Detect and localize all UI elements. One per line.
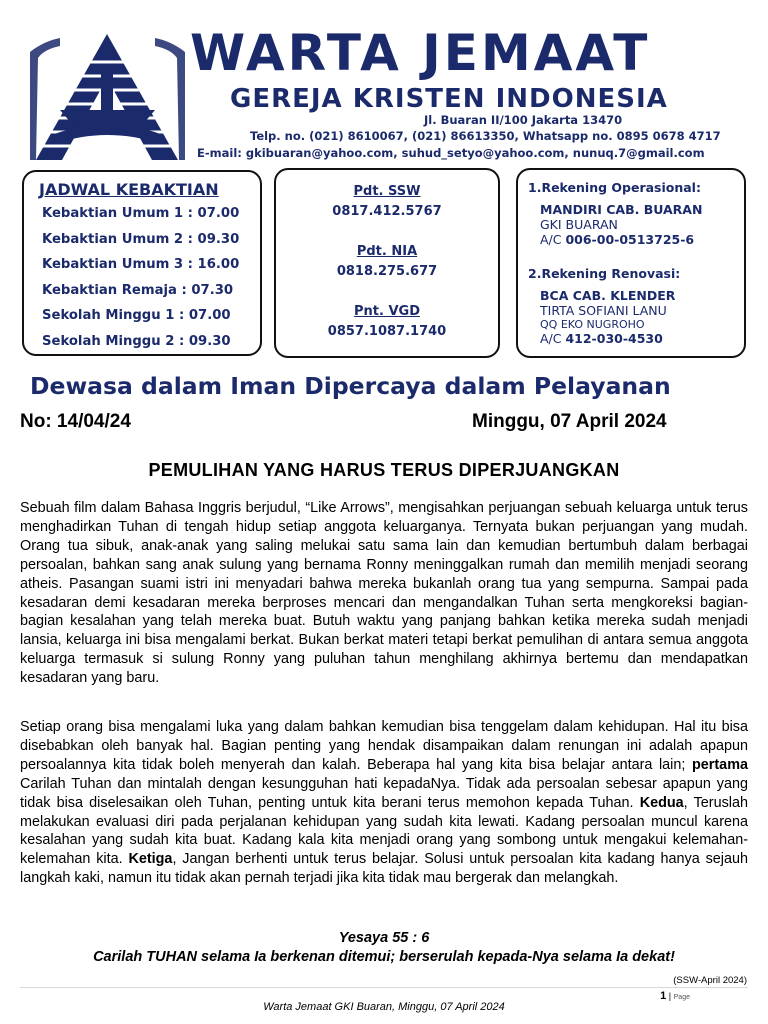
church-phone: Telp. no. (021) 8610067, (021) 86613350, Whatsapp no. 0895 0678 4717 — [250, 129, 721, 143]
renovation-account-name: TIRTA SOFIANI LANU — [540, 303, 667, 318]
masthead-title: WARTA JEMAAT — [190, 24, 651, 82]
pastor-name: Pdt. NIA — [356, 244, 418, 259]
ac-number: 412-030-4530 — [565, 331, 663, 346]
schedule-box — [22, 170, 262, 356]
motto: Dewasa dalam Iman Dipercaya dalam Pelayanan — [30, 372, 671, 400]
pastor-phone: 0857.1087.1740 — [327, 324, 447, 339]
renovation-account-number — [540, 331, 663, 346]
schedule-item: Sekolah Minggu 2 : 09.30 — [42, 334, 231, 349]
schedule-item: Kebaktian Umum 3 : 16.00 — [42, 257, 240, 272]
renovation-account-qq: QQ EKO NUGROHO — [540, 318, 645, 331]
page-number-value: 1 — [660, 990, 667, 1002]
article-paragraph-1: Sebuah film dalam Bahasa Inggris berjudul, “Like Arrows”, mengisahkan perjuangan sebuah keluarga untuk terus menghadirkan Tuhan di tengah hidup setiap anggota keluarganya. Ternyata bukan perjuangan yang mudah. Orang tua sibuk, anak-anak yang saling melukai satu sama lain dan kemudian bertumbuh dalam berbagai persoalan, bahkan sang anak sulung yang bernama Ronny meninggalkan rumah dan memilih menjadi seorang atheis. Pasangan suami istri ini menyadari bahwa mereka bukanlah orang tua yang sempurna. Sampai pada kesadaran demi kesadaran mereka berproses mencari dan mengandalkan Tuhan serta mengkoreksi bagian-bagian kesalahan yang telah mereka buat. Butuh waktu yang panjang bahkan ketika mereka sudah menjadi lansia, keluarga ini bisa mengalami berkat. Bukan berkat materi tetapi berkat pemulihan di antara semua anggota keluarga termasuk si sulung Ronny yang puluhan tahun menghilang akhirnya bertemu dan mendapatkan kesadaran yang baru. — [20, 500, 748, 687]
renovation-account-heading: 2.Rekening Renovasi: — [528, 266, 681, 281]
renovation-bank: BCA CAB. KLENDER — [540, 288, 676, 303]
church-address: Jl. Buaran II/100 Jakarta 13470 — [424, 113, 623, 127]
bible-verse-reference: Yesaya 55 : 6 — [338, 930, 430, 946]
pastor-contacts-box — [274, 168, 500, 358]
paragraph-text: , Jangan berhenti untuk terus belajar. Solusi untuk persoalan kita kadang hanya sejauh langkah kaki, namun itu tidak akan pernah terjadi jika kita tidak mau bergerak dan melangkah. — [20, 851, 748, 887]
operational-bank: MANDIRI CAB. BUARAN — [540, 202, 703, 217]
paragraph-text: Setiap orang bisa mengalami luka yang dalam bahkan kemudian bisa tenggelam dalam kehidupan. Hal itu bisa disebabkan oleh banyak hal. Bagian penting yang hendak disampaikan dalam renungan ini adalah apapun persoalannya kita tidak boleh menyerah dan kalah. Beberapa hal yang kita bisa belajar antara lain; — [20, 719, 748, 773]
operational-account-heading: 1.Rekening Operasional: — [528, 180, 701, 195]
schedule-item: Kebaktian Umum 2 : 09.30 — [42, 232, 240, 247]
schedule-heading: JADWAL KEBAKTIAN — [39, 180, 219, 199]
gki-logo-icon — [30, 32, 185, 162]
ac-number: 006-00-0513725-6 — [565, 232, 695, 247]
ac-prefix: A/C — [540, 331, 566, 346]
article-paragraph-2 — [20, 718, 748, 888]
emphasis-pertama: pertama — [692, 756, 748, 773]
operational-account-name: GKI BUARAN — [540, 217, 618, 232]
pastor-phone: 0818.275.677 — [336, 264, 438, 279]
paragraph-text: , Teruslah melakukan evaluasi diri pada perjalanan kehidupan yang sudah kita lewati. Kadang persoalan muncul karena kesalahan yang sudah kita buat. Kadang kala kita menjadi orang yang sombong untuk mengakui kelemahan-kelemahan kita. — [20, 794, 748, 868]
emphasis-kedua: Kedua — [639, 794, 684, 811]
operational-account-number — [540, 232, 694, 247]
schedule-item: Sekolah Minggu 1 : 07.00 — [42, 308, 231, 323]
pastor-name: Pdt. SSW — [353, 184, 421, 199]
schedule-item: Kebaktian Umum 1 : 07.00 — [42, 206, 240, 221]
masthead-subtitle: GEREJA KRISTEN INDONESIA — [230, 84, 668, 114]
page-separator: | — [666, 991, 674, 1001]
page-footer: Warta Jemaat GKI Buaran, Minggu, 07 April 2024 — [263, 1001, 505, 1013]
emphasis-ketiga: Ketiga — [128, 851, 173, 868]
paragraph-text: Carilah Tuhan dan mintalah dengan kesungguhan hati kepadaNya. Tidak ada persoalan sebesar apapun yang tidak bisa diselesaikan oleh Tuhan, penting untuk kita berani terus memohon kepada Tuhan. — [20, 775, 748, 811]
pastor-name: Pnt. VGD — [354, 304, 420, 319]
issue-number: No: 14/04/24 — [20, 411, 131, 432]
ac-prefix: A/C — [540, 232, 566, 247]
bank-accounts-box — [516, 168, 746, 358]
schedule-item: Kebaktian Remaja : 07.30 — [42, 283, 234, 298]
issue-date: Minggu, 07 April 2024 — [472, 411, 667, 432]
church-email: E-mail: gkibuaran@yahoo.com, suhud_setyo@yahoo.com, nunuq.7@gmail.com — [197, 146, 705, 160]
page-label: Page — [673, 994, 690, 1001]
article-heading: PEMULIHAN YANG HARUS TERUS DIPERJUANGKAN — [148, 460, 620, 480]
author-signature: (SSW-April 2024) — [673, 975, 747, 986]
pastor-phone: 0817.412.5767 — [332, 204, 442, 219]
bible-verse-text: Carilah TUHAN selama Ia berkenan ditemui; berserulah kepada-Nya selama Ia dekat! — [93, 949, 675, 965]
footer-divider — [20, 987, 748, 988]
